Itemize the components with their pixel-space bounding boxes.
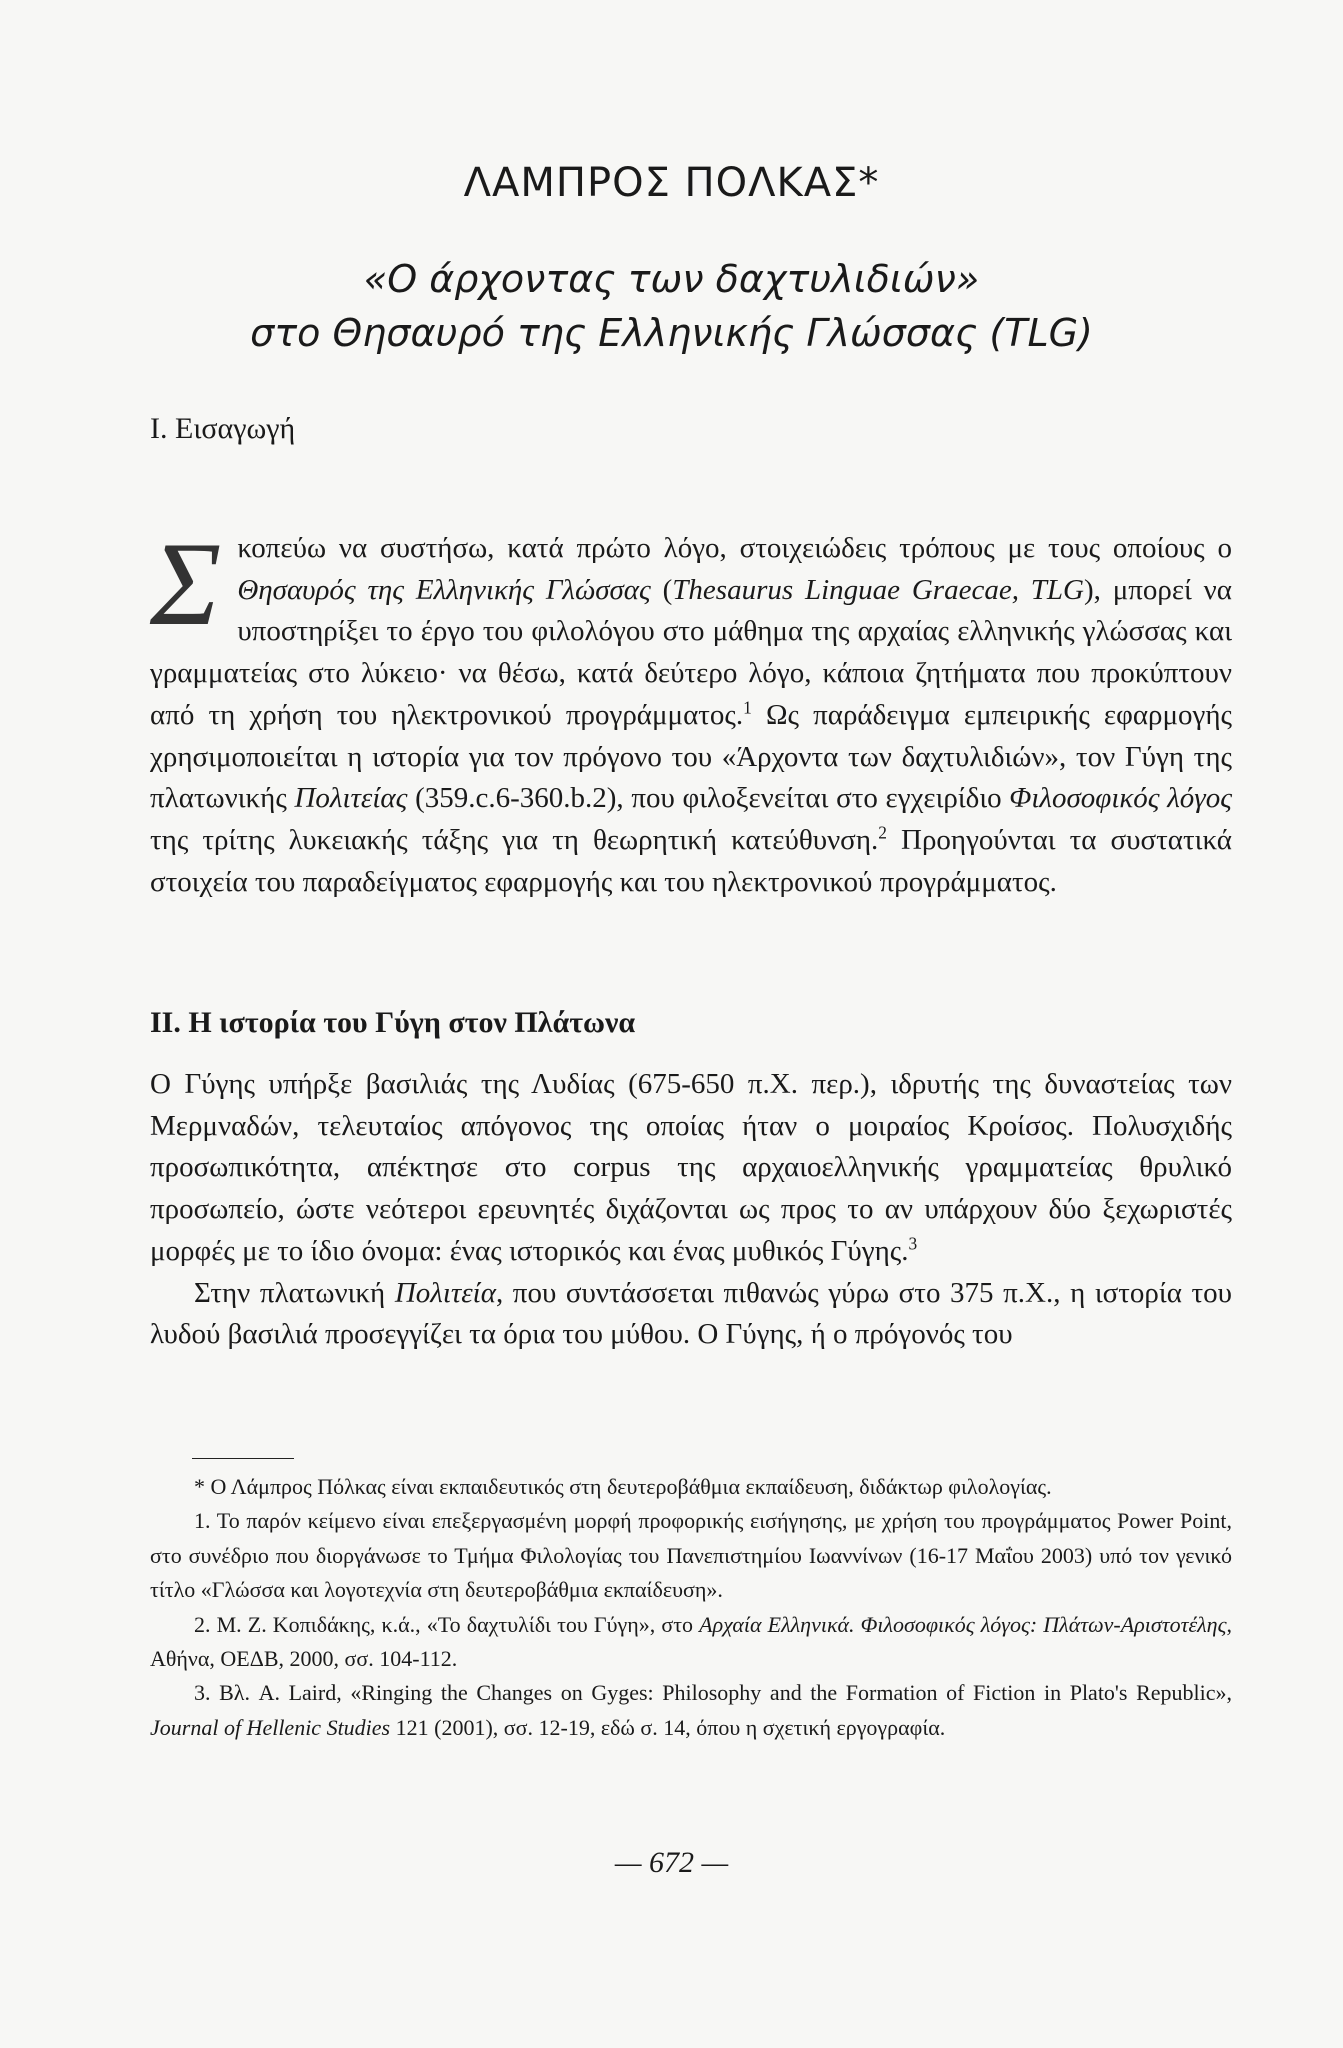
introduction-body bbox=[150, 517, 1233, 903]
article-title bbox=[0, 252, 1343, 360]
footnote-separator bbox=[192, 1458, 294, 1459]
footnote-ref-1: 1 bbox=[743, 697, 752, 718]
footnotes bbox=[150, 1470, 1232, 1745]
section-heading-introduction: I. Εισαγωγή bbox=[150, 412, 296, 445]
section-heading-gyges: II. Η ιστορία του Γύγη στον Πλάτωνα bbox=[150, 1006, 636, 1039]
gyges-paragraph-2: Στην πλατωνική Πολιτεία, που συντάσσεται πιθανώς γύρω στο 375 π.Χ., η ιστορία του λυδού βασιλιά προσεγγίζει τα όρια του μύθου. Ο Γύγης, ή ο πρόγονός του bbox=[150, 1276, 1232, 1351]
footnote-2: 2. Μ. Ζ. Κοπιδάκης, κ.ά., «Το δαχτυλίδι του Γύγη», στο Αρχαία Ελληνικά. Φιλοσοφικός λόγος: Πλάτων-Αριστοτέλης, Αθήνα, ΟΕΔΒ, 2000, σσ. 104-112. bbox=[150, 1611, 1233, 1672]
drop-cap-letter: Σ bbox=[150, 517, 222, 650]
gyges-paragraph-1: Ο Γύγης υπήρξε βασιλιάς της Λυδίας (675-650 π.Χ. περ.), ιδρυτής της δυναστείας των Μερμναδών, τελευταίος απόγονος της οποίας ήταν ο μοιραίος Κροίσος. Πολυσχιδής προσωπικότητα, απέκτησε στο corpus της αρχαιοελληνικής γραμματείας θρυλικό προσωπείο, ώστε νεότεροι ερευνητές διχάζονται ως προς το αν υπάρχουν δύο ξεχωριστές μορφές με το ίδιο όνομα: ένας ιστορικός και ένας μυθικός Γύγης.$^3$ bbox=[150, 1068, 1232, 1267]
footnote-ref-3: 3 bbox=[908, 1233, 918, 1254]
footnote-ref-2: 2 bbox=[878, 822, 887, 843]
gyges-body bbox=[150, 1064, 1232, 1356]
footnote-3: 3. Βλ. A. Laird, «Ringing the Changes on Gyges: Philosophy and the Formation of Fiction in Plato's Republic», Journal of Hellenic Studies 121 (2001), σσ. 12-19, εδώ σ. 14, όπου η σχετική εργογραφία. bbox=[150, 1680, 1232, 1740]
footnote-author: * Ο Λάμπρος Πόλκας είναι εκπαιδευτικός στη δευτεροβάθμια εκπαίδευση, διδάκτωρ φιλολογίας. bbox=[194, 1474, 1052, 1499]
author-name: ΛΑΜΠΡΟΣ ΠΟΛΚΑΣ* bbox=[463, 160, 880, 206]
introduction-paragraph: Σκοπεύω να συστήσω, κατά πρώτο λόγο, στοιχειώδεις τρόπους με τους οποίους ο Θησαυρός της Ελληνικής Γλώσσας (Thesaurus Linguae Graecae, TLG), μπορεί να υποστηρίξει το έργο του φιλολόγου στο μάθημα της αρχαίας ελληνικής γλώσσας και γραμματείας στο λύκειο· να θέσω, κατά δεύτερο λόγο, κάποια ζητήματα που προκύπτουν από τη χρήση του ηλεκτρονικού προγράμματος.$^1$ Ως παράδειγμα εμπειρικής εφαρμογής χρησιμοποιείται η ιστορία για τον πρόγονο του «Άρχοντα των δαχτυλιδιών», τον Γύγη της πλατωνικής Πολιτείας (359.c.6-360.b.2), που φιλοξενείται στο εγχειρίδιο Φιλοσοφικός λόγος της τρίτης λυκειακής τάξης για τη θεωρητική κατεύθυνση.$^2$ Προηγούνται τα συστατικά στοιχεία του παραδείγματος εφαρμογής και του ηλεκτρονικού προγράμματος. bbox=[150, 517, 1233, 898]
title-line-1: «Ο άρχοντας των δαχτυλιδιών» bbox=[363, 257, 980, 301]
title-line-2: στο Θησαυρό της Ελληνικής Γλώσσας (TLG) bbox=[250, 311, 1093, 355]
footnote-1: 1. Το παρόν κείμενο είναι επεξεργασμένη μορφή προφορικής εισήγησης, με χρήση του προγράμματος Power Point, στο συνέδριο που διοργάνωσε το Τμήμα Φιλολογίας του Πανεπιστημίου Ιωαννίνων (16-17 Μαΐου 2003) υπό τον γενικό τίτλο «Γλώσσα και λογοτεχνία στη δευτεροβάθμια εκπαίδευση». bbox=[150, 1508, 1232, 1603]
page-number: — 672 — bbox=[614, 1846, 729, 1879]
